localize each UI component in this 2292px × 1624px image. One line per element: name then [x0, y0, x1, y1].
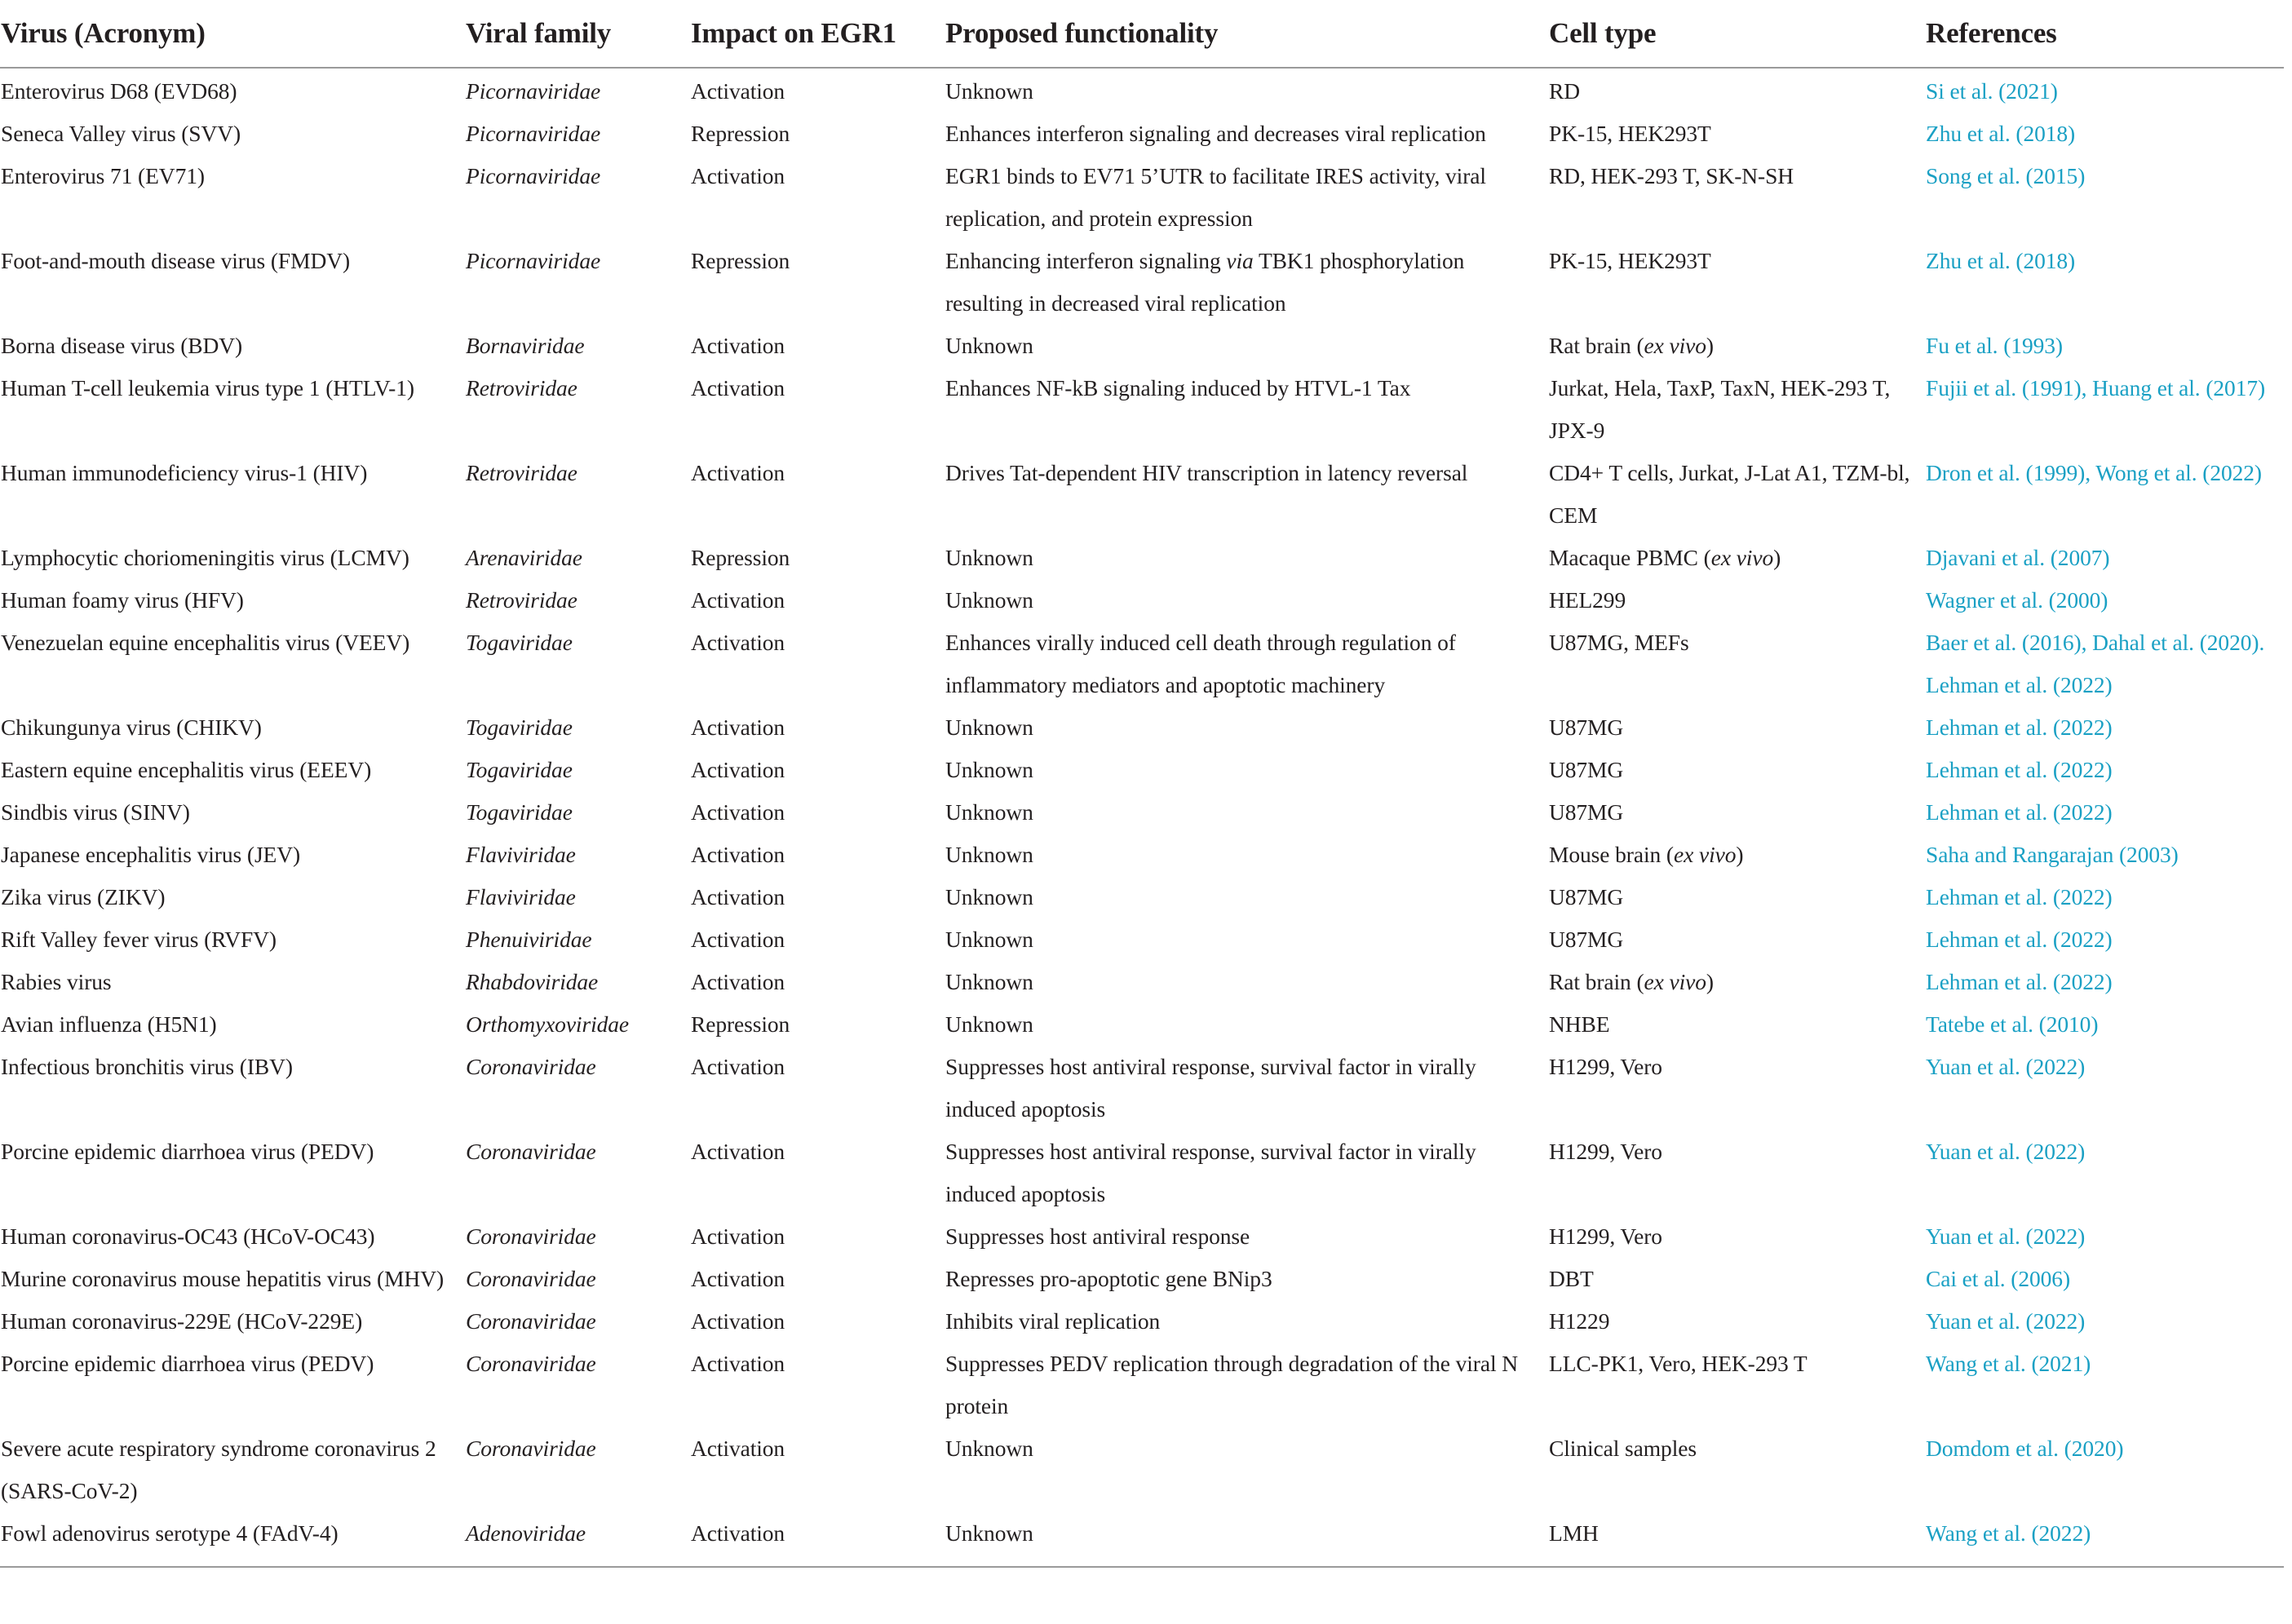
cell-cell-type: H1229 — [1549, 1308, 1610, 1334]
cell-virus: Severe acute respiratory syndrome coronavirus 2 (SARS-CoV-2) — [1, 1436, 436, 1503]
table-row — [0, 537, 2284, 579]
cell-impact: Repression — [691, 1011, 790, 1037]
reference-link[interactable]: Si et al. (2021) — [1926, 78, 2058, 104]
cell-function: Unknown — [945, 715, 1033, 740]
cell-impact: Activation — [691, 333, 785, 358]
cell-cell-type: CD4+ T cells, Jurkat, J-Lat A1, TZM-bl, CEM — [1549, 460, 1910, 528]
cell-virus: Foot-and-mouth disease virus (FMDV) — [1, 248, 351, 273]
table-row — [0, 749, 2284, 791]
table-row — [0, 452, 2284, 537]
table-row — [0, 1258, 2284, 1300]
table-row — [0, 1215, 2284, 1258]
reference-link[interactable]: Fu et al. (1993) — [1926, 333, 2063, 358]
cell-function: Inhibits viral replication — [945, 1308, 1161, 1334]
reference-link[interactable]: Lehman et al. (2022) — [1926, 927, 2113, 952]
cell-type-text: Rat brain ( — [1549, 969, 1644, 994]
cell-function: Represses pro-apoptotic gene BNip3 — [945, 1266, 1272, 1291]
reference-link[interactable]: Yuan et al. (2022) — [1926, 1308, 2086, 1334]
cell-virus: Rabies virus — [1, 969, 112, 994]
header-row — [0, 0, 2284, 68]
cell-virus: Human T-cell leukemia virus type 1 (HTLV-1) — [1, 375, 414, 400]
cell-type-text: Mouse brain ( — [1549, 842, 1674, 867]
cell-family: Flaviviridae — [466, 842, 576, 867]
reference-link[interactable]: Lehman et al. (2022) — [1926, 969, 2113, 994]
cell-type-italic: ex vivo — [1644, 333, 1706, 358]
cell-cell-type: H1299, Vero — [1549, 1054, 1662, 1079]
cell-function: Unknown — [945, 969, 1033, 994]
reference-link[interactable]: Saha and Rangarajan (2003) — [1926, 842, 2179, 867]
cell-function: Unknown — [945, 1512, 1548, 1567]
cell-family: Retroviridae — [466, 460, 577, 485]
cell-virus: Lymphocytic choriomeningitis virus (LCMV) — [1, 545, 409, 570]
cell-cell-type: U87MG — [1549, 799, 1624, 825]
cell-cell-type — [1548, 537, 1925, 579]
cell-family: Coronaviridae — [466, 1139, 596, 1164]
cell-impact: Activation — [691, 1054, 785, 1079]
reference-link[interactable]: Yuan et al. (2022) — [1926, 1054, 2086, 1079]
cell-impact: Activation — [691, 884, 785, 909]
cell-family: Togaviridae — [466, 630, 573, 655]
cell-impact: Activation — [691, 460, 785, 485]
cell-type-italic: ex vivo — [1710, 545, 1774, 570]
cell-cell-type: U87MG — [1549, 757, 1624, 782]
reference-link[interactable]: Yuan et al. (2022) — [1926, 1224, 2086, 1249]
reference-link[interactable]: Cai et al. (2006) — [1926, 1266, 2070, 1291]
cell-cell-type — [1548, 961, 1925, 1003]
table-row — [0, 706, 2284, 749]
cell-virus: Avian influenza (H5N1) — [1, 1011, 217, 1037]
cell-type-italic: ex vivo — [1673, 842, 1737, 867]
cell-family: Togaviridae — [466, 757, 573, 782]
table-row — [0, 961, 2284, 1003]
cell-family: Picornaviridae — [466, 248, 601, 273]
cell-cell-type: RD, HEK-293 T, SK-N-SH — [1549, 163, 1794, 188]
cell-cell-type: U87MG — [1549, 884, 1624, 909]
cell-virus: Fowl adenovirus serotype 4 (FAdV-4) — [0, 1512, 465, 1567]
cell-family: Arenaviridae — [466, 545, 582, 570]
cell-virus: Japanese encephalitis virus (JEV) — [1, 842, 301, 867]
cell-virus: Human coronavirus-OC43 (HCoV-OC43) — [1, 1224, 375, 1249]
cell-impact: Activation — [691, 757, 785, 782]
reference-link[interactable]: Zhu et al. (2018) — [1926, 121, 2076, 146]
cell-impact: Activation — [691, 842, 785, 867]
cell-type-text: Macaque PBMC ( — [1549, 545, 1711, 570]
cell-family: Bornaviridae — [466, 333, 585, 358]
reference-link[interactable]: Lehman et al. (2022) — [1926, 799, 2113, 825]
cell-impact: Activation — [690, 1512, 945, 1567]
cell-family: Coronaviridae — [466, 1436, 596, 1461]
cell-virus: Seneca Valley virus (SVV) — [1, 121, 241, 146]
cell-function: Enhances interferon signaling and decreases viral replication — [945, 121, 1486, 146]
cell-impact: Activation — [691, 1436, 785, 1461]
cell-type-italic: ex vivo — [1644, 969, 1706, 994]
table-body — [0, 68, 2284, 1567]
table-row — [0, 240, 2284, 325]
cell-family: Coronaviridae — [466, 1308, 596, 1334]
cell-family: Picornaviridae — [466, 163, 601, 188]
cell-impact: Activation — [691, 1266, 785, 1291]
reference-link[interactable]: Baer et al. (2016), Dahal et al. (2020). — [1926, 630, 2265, 655]
cell-function: EGR1 binds to EV71 5’UTR to facilitate IRES activity, viral replication, and protein expression — [945, 163, 1486, 231]
cell-impact: Activation — [691, 163, 785, 188]
cell-cell-type: U87MG, MEFs — [1549, 630, 1689, 655]
cell-impact: Repression — [691, 545, 790, 570]
table-row — [0, 1003, 2284, 1046]
cell-cell-type: PK-15, HEK293T — [1549, 248, 1711, 273]
reference-link[interactable]: Lehman et al. (2022) — [1926, 884, 2113, 909]
cell-virus: Chikungunya virus (CHIKV) — [1, 715, 262, 740]
cell-cell-type: H1299, Vero — [1549, 1224, 1662, 1249]
cell-virus: Zika virus (ZIKV) — [1, 884, 166, 909]
cell-virus: Enterovirus 71 (EV71) — [1, 163, 205, 188]
table-row — [0, 1131, 2284, 1215]
cell-family: Coronaviridae — [466, 1351, 596, 1376]
cell-impact: Repression — [691, 248, 790, 273]
cell-function: Unknown — [945, 587, 1033, 613]
cell-family: Orthomyxoviridae — [466, 1011, 630, 1037]
table-row — [0, 1512, 2284, 1567]
reference-link[interactable]: Lehman et al. (2022) — [1926, 672, 2113, 697]
cell-family: Rhabdoviridae — [466, 969, 599, 994]
cell-cell-type: U87MG — [1549, 715, 1624, 740]
cell-function — [945, 240, 1548, 325]
table-row — [0, 1427, 2284, 1512]
cell-cell-type: DBT — [1549, 1266, 1594, 1291]
header-family: Viral family — [465, 0, 690, 68]
reference-link[interactable]: Wang et al. (2021) — [1926, 1351, 2091, 1376]
table-row — [0, 68, 2284, 113]
table-row — [0, 113, 2284, 155]
cell-impact: Activation — [691, 969, 785, 994]
cell-virus: Enterovirus D68 (EVD68) — [1, 78, 237, 104]
cell-function: Unknown — [945, 842, 1033, 867]
cell-family: Picornaviridae — [466, 121, 601, 146]
cell-function: Enhances NF-kB signaling induced by HTVL-1 Tax — [945, 375, 1411, 400]
reference-link[interactable]: Song et al. (2015) — [1926, 163, 2086, 188]
cell-function: Enhances virally induced cell death through regulation of inflammatory mediators and apoptotic machinery — [945, 630, 1456, 697]
cell-virus: Infectious bronchitis virus (IBV) — [1, 1054, 293, 1079]
cell-type-text: ) — [1706, 333, 1714, 358]
header-virus: Virus (Acronym) — [0, 0, 465, 68]
cell-function: Unknown — [945, 1011, 1033, 1037]
cell-impact: Activation — [691, 1139, 785, 1164]
header-function: Proposed functionality — [945, 0, 1548, 68]
cell-function: Unknown — [945, 333, 1033, 358]
table-row — [0, 325, 2284, 367]
cell-function: Unknown — [945, 927, 1033, 952]
table-row — [0, 918, 2284, 961]
cell-virus: Rift Valley fever virus (RVFV) — [1, 927, 277, 952]
cell-impact: Activation — [691, 927, 785, 952]
table-row — [0, 622, 2284, 706]
reference-link[interactable]: Yuan et al. (2022) — [1926, 1139, 2086, 1164]
cell-cell-type: RD — [1549, 78, 1581, 104]
reference-link[interactable]: Fujii et al. (1991), Huang et al. (2017) — [1926, 375, 2266, 400]
function-text: Enhancing interferon signaling — [945, 248, 1227, 273]
cell-cell-type: LMH — [1548, 1512, 1925, 1567]
table-row — [0, 1300, 2284, 1343]
cell-impact: Activation — [691, 78, 785, 104]
table-row — [0, 791, 2284, 834]
cell-virus: Human foamy virus (HFV) — [1, 587, 244, 613]
cell-family: Coronaviridae — [466, 1224, 596, 1249]
table-row — [0, 155, 2284, 240]
reference-link[interactable]: Wagner et al. (2000) — [1926, 587, 2108, 613]
reference-link[interactable]: Domdom et al. (2020) — [1926, 1436, 2124, 1461]
cell-function: Suppresses host antiviral response — [945, 1224, 1250, 1249]
cell-function: Drives Tat-dependent HIV transcription in latency reversal — [945, 460, 1468, 485]
reference-link[interactable]: Lehman et al. (2022) — [1926, 757, 2113, 782]
cell-impact: Activation — [691, 1224, 785, 1249]
cell-function: Unknown — [945, 545, 1033, 570]
cell-family: Adenoviridae — [465, 1512, 690, 1567]
cell-impact: Activation — [691, 630, 785, 655]
cell-function: Unknown — [945, 799, 1033, 825]
cell-virus: Murine coronavirus mouse hepatitis virus (MHV) — [1, 1266, 445, 1291]
cell-virus: Human coronavirus-229E (HCoV-229E) — [1, 1308, 363, 1334]
cell-cell-type — [1548, 325, 1925, 367]
reference-link — [1925, 622, 2284, 706]
cell-impact: Activation — [691, 375, 785, 400]
table-row — [0, 834, 2284, 876]
cell-impact: Repression — [691, 121, 790, 146]
cell-function: Suppresses host antiviral response, survival factor in virally induced apoptosis — [945, 1054, 1476, 1122]
cell-family: Coronaviridae — [466, 1054, 596, 1079]
reference-link[interactable]: Dron et al. (1999), Wong et al. (2022) — [1926, 460, 2262, 485]
header-references: References — [1925, 0, 2284, 68]
reference-link[interactable]: Djavani et al. (2007) — [1926, 545, 2110, 570]
cell-virus: Venezuelan equine encephalitis virus (VEEV) — [1, 630, 410, 655]
table-row — [0, 876, 2284, 918]
reference-link[interactable]: Wang et al. (2022) — [1925, 1512, 2284, 1567]
cell-type-text: ) — [1773, 545, 1781, 570]
cell-family: Retroviridae — [466, 375, 577, 400]
cell-impact: Activation — [691, 799, 785, 825]
reference-link[interactable]: Lehman et al. (2022) — [1926, 715, 2113, 740]
cell-family: Flaviviridae — [466, 884, 576, 909]
table-row — [0, 1046, 2284, 1131]
cell-virus: Porcine epidemic diarrhoea virus (PEDV) — [1, 1139, 374, 1164]
cell-function: Unknown — [945, 884, 1033, 909]
cell-cell-type: HEL299 — [1549, 587, 1626, 613]
cell-virus: Borna disease virus (BDV) — [1, 333, 243, 358]
table-header — [0, 0, 2284, 68]
header-cell-type: Cell type — [1548, 0, 1925, 68]
cell-family: Retroviridae — [466, 587, 577, 613]
cell-function: Unknown — [945, 757, 1033, 782]
cell-virus: Sindbis virus (SINV) — [1, 799, 190, 825]
cell-impact: Activation — [691, 715, 785, 740]
header-impact: Impact on EGR1 — [690, 0, 945, 68]
cell-family: Phenuiviridae — [466, 927, 592, 952]
reference-link[interactable]: Tatebe et al. (2010) — [1926, 1011, 2099, 1037]
function-text-italic: via — [1226, 248, 1254, 273]
cell-impact: Activation — [691, 587, 785, 613]
cell-virus: Eastern equine encephalitis virus (EEEV) — [1, 757, 372, 782]
cell-function: Suppresses PEDV replication through degradation of the viral N protein — [945, 1351, 1519, 1418]
cell-cell-type: U87MG — [1549, 927, 1624, 952]
cell-cell-type: H1299, Vero — [1549, 1139, 1662, 1164]
cell-cell-type: LLC-PK1, Vero, HEK-293 T — [1549, 1351, 1807, 1376]
cell-cell-type: PK-15, HEK293T — [1549, 121, 1711, 146]
cell-impact: Activation — [691, 1308, 785, 1334]
table-row — [0, 1343, 2284, 1427]
cell-type-text: Rat brain ( — [1549, 333, 1644, 358]
cell-cell-type — [1548, 834, 1925, 876]
cell-family: Coronaviridae — [466, 1266, 596, 1291]
cell-cell-type: Jurkat, Hela, TaxP, TaxN, HEK-293 T, JPX-9 — [1549, 375, 1891, 443]
table-row — [0, 367, 2284, 452]
table-row — [0, 579, 2284, 622]
cell-cell-type: Clinical samples — [1549, 1436, 1697, 1461]
cell-function: Suppresses host antiviral response, survival factor in virally induced apoptosis — [945, 1139, 1476, 1206]
cell-impact: Activation — [691, 1351, 785, 1376]
cell-virus: Human immunodeficiency virus-1 (HIV) — [1, 460, 368, 485]
cell-function: Unknown — [945, 78, 1033, 104]
cell-family: Picornaviridae — [466, 78, 601, 104]
cell-family: Togaviridae — [466, 715, 573, 740]
reference-link[interactable]: Zhu et al. (2018) — [1926, 248, 2076, 273]
cell-type-text: ) — [1736, 842, 1744, 867]
cell-type-text: ) — [1706, 969, 1714, 994]
cell-function: Unknown — [945, 1436, 1033, 1461]
cell-virus: Porcine epidemic diarrhoea virus (PEDV) — [1, 1351, 374, 1376]
cell-family: Togaviridae — [466, 799, 573, 825]
function-text: TBK1 phosphorylation resulting in decreased viral replication — [945, 248, 1465, 316]
cell-cell-type: NHBE — [1549, 1011, 1610, 1037]
